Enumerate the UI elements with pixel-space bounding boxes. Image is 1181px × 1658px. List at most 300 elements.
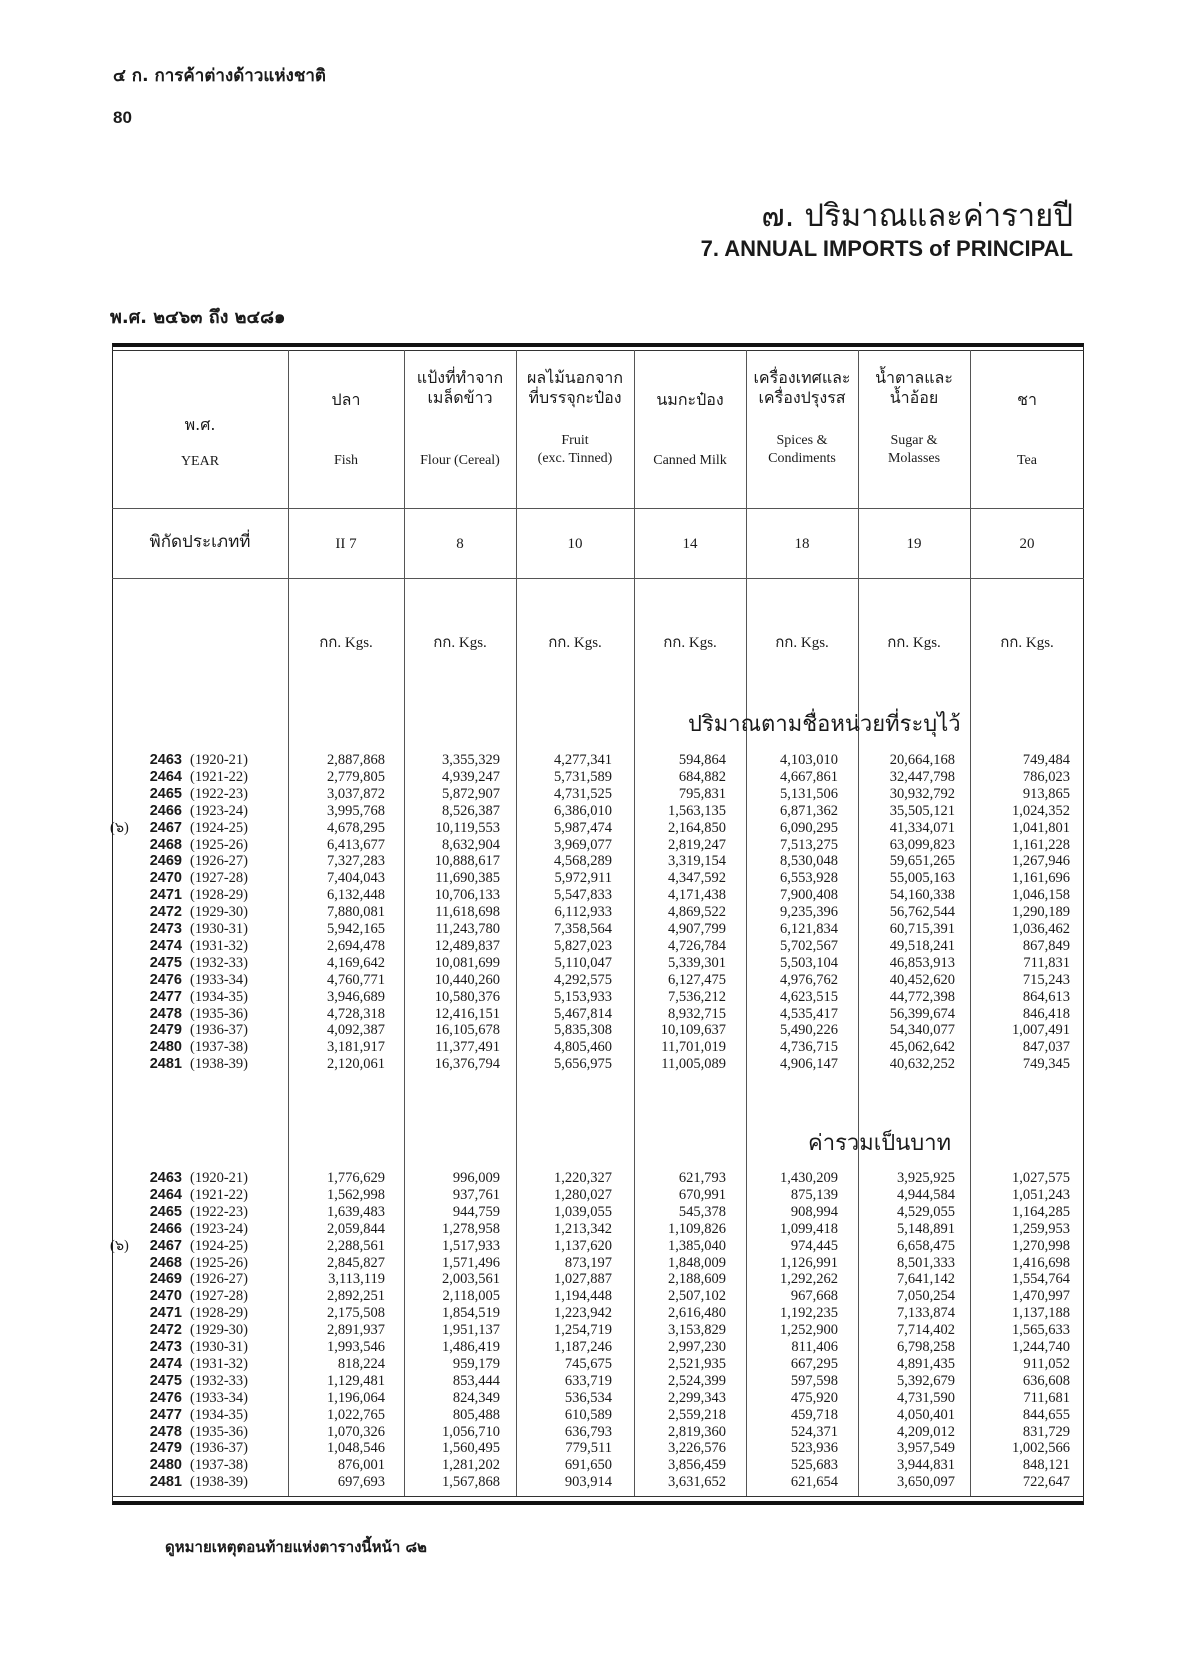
- table-cell: 8,932,715: [668, 1005, 726, 1022]
- year-header-thai: พ.ศ.: [184, 415, 216, 434]
- table-cell: 1,036,462: [1012, 921, 1070, 937]
- table-cell: 3,957,549: [897, 1440, 955, 1457]
- year-ce: (1937-38): [190, 1457, 248, 1474]
- year-cell: [132, 1039, 264, 1056]
- table-cell: 536,534: [564, 1389, 612, 1406]
- table-cell: 7,536,212: [668, 988, 726, 1005]
- year-cell: [132, 972, 264, 989]
- year-cell: [132, 1271, 264, 1288]
- table-cell: 44,772,398: [889, 988, 955, 1005]
- year-be: 2476: [149, 971, 182, 988]
- year-ce: (1925-26): [190, 1254, 248, 1271]
- table-cell: 1,220,327: [554, 1170, 612, 1186]
- table-cell: 4,976,762: [780, 971, 838, 988]
- table-cell: 1,776,629: [327, 1170, 385, 1186]
- table-cell: 5,827,023: [554, 937, 612, 954]
- table-cell: 1,109,826: [668, 1220, 726, 1237]
- year-ce: (1938-39): [190, 1056, 248, 1073]
- page-number: 80: [113, 108, 132, 127]
- table-cell: 1,126,991: [780, 1254, 838, 1271]
- column-header-thai: น้ำตาลและ น้ำอ้อย: [875, 368, 953, 407]
- tariff-code: 8: [456, 536, 464, 552]
- table-cell: 2,188,609: [668, 1271, 726, 1288]
- table-cell: 4,939,247: [442, 768, 500, 785]
- table-cell: 60,715,391: [889, 921, 955, 937]
- table-cell: 16,105,678: [434, 1022, 500, 1039]
- year-be: 2477: [149, 988, 182, 1005]
- table-cell: 1,290,189: [1012, 904, 1070, 921]
- table-cell: 1,129,481: [327, 1372, 385, 1389]
- table-cell: 7,358,564: [554, 921, 612, 937]
- table-cell: 1,161,696: [1012, 870, 1070, 887]
- table-cell: 32,447,798: [889, 768, 955, 785]
- table-cell: 853,444: [452, 1372, 500, 1389]
- table-cell: 1,244,740: [1012, 1339, 1070, 1355]
- table-cell: 4,906,147: [780, 1056, 838, 1073]
- table-cell: 5,942,165: [327, 921, 385, 937]
- code-row-rule: [112, 578, 1084, 579]
- table-cell: 30,932,792: [889, 785, 955, 802]
- year-note: (๖): [110, 819, 129, 836]
- table-cell: 908,994: [790, 1203, 838, 1220]
- table-cell: 4,103,010: [780, 752, 838, 768]
- column-header-thai: นมกะป๋อง: [656, 390, 724, 409]
- table-cell: 9,235,396: [780, 904, 838, 921]
- table-cell: 3,925,925: [897, 1170, 955, 1186]
- table-cell: 818,224: [337, 1355, 385, 1372]
- year-be: 2479: [149, 1440, 182, 1457]
- year-be: 2464: [149, 768, 182, 785]
- year-be: 2467: [149, 1237, 182, 1254]
- year-cell: [132, 1474, 264, 1491]
- table-cell: 867,849: [1022, 937, 1070, 954]
- year-cell: [132, 1288, 264, 1305]
- year-cell: [110, 819, 264, 837]
- table-cell: 913,865: [1022, 785, 1070, 802]
- table-cell: 745,675: [564, 1355, 612, 1372]
- column-header-english: Sugar & Molasses: [887, 433, 941, 466]
- table-cell: 846,418: [1022, 1005, 1070, 1022]
- table-cell: 3,856,459: [668, 1457, 726, 1474]
- table-cell: 2,521,935: [668, 1355, 726, 1372]
- year-be: 2469: [149, 1271, 182, 1288]
- year-ce: (1930-31): [190, 921, 248, 937]
- table-cell: 4,092,387: [327, 1022, 385, 1039]
- year-be: 2468: [149, 836, 182, 853]
- year-be: 2471: [149, 1305, 182, 1322]
- table-cell: 5,987,474: [554, 819, 612, 836]
- table-cell: 2,845,827: [327, 1254, 385, 1271]
- table-cell: 4,678,295: [327, 819, 385, 836]
- year-cell: [132, 1440, 264, 1457]
- year-be: 2472: [149, 1322, 182, 1339]
- year-ce: (1932-33): [190, 1372, 248, 1389]
- year-ce: (1929-30): [190, 1322, 248, 1339]
- year-cell: [132, 887, 264, 904]
- table-cell: 811,406: [791, 1339, 838, 1355]
- year-cell: [132, 1322, 264, 1339]
- year-header-english: YEAR: [180, 454, 220, 469]
- year-ce: (1938-39): [190, 1474, 248, 1491]
- table-cell: 5,153,933: [554, 988, 612, 1005]
- table-cell: 5,503,104: [780, 954, 838, 971]
- table-cell: 5,339,301: [668, 954, 726, 971]
- table-cell: 1,252,900: [780, 1322, 838, 1339]
- year-cell: [132, 1204, 264, 1221]
- year-ce: (1925-26): [190, 836, 248, 853]
- table-cell: 5,731,589: [554, 768, 612, 785]
- table-cell: 691,650: [564, 1457, 612, 1474]
- table-cell: 3,181,917: [327, 1039, 385, 1056]
- year-be: 2474: [149, 1355, 182, 1372]
- year-cell: [132, 1187, 264, 1204]
- table-cell: 911,052: [1023, 1355, 1070, 1372]
- column-header-thai: ผลไม้นอกจาก ที่บรรจุกะป๋อง: [526, 368, 624, 407]
- table-cell: 974,445: [790, 1237, 838, 1254]
- year-ce: (1922-23): [190, 785, 248, 802]
- table-cell: 610,589: [564, 1406, 612, 1423]
- header-rule: [112, 508, 1084, 509]
- table-cell: 875,139: [790, 1186, 838, 1203]
- table-cell: 1,254,719: [554, 1322, 612, 1339]
- year-ce: (1921-22): [190, 768, 248, 785]
- year-cell: [132, 1255, 264, 1272]
- column-header-english: Canned Milk: [653, 453, 727, 468]
- table-cell: 876,001: [337, 1457, 385, 1474]
- year-cell: [132, 1457, 264, 1474]
- column-divider: [970, 350, 971, 1496]
- year-be: 2467: [149, 819, 182, 836]
- table-cell: 786,023: [1022, 768, 1070, 785]
- table-cell: 1,024,352: [1012, 802, 1070, 819]
- table-cell: 967,668: [790, 1288, 838, 1305]
- table-cell: 1,385,040: [668, 1237, 726, 1254]
- table-cell: 16,376,794: [434, 1056, 500, 1073]
- table-cell: 667,295: [790, 1355, 838, 1372]
- table-cell: 621,654: [790, 1474, 838, 1491]
- table-cell: 621,793: [678, 1170, 726, 1186]
- table-cell: 2,887,868: [327, 752, 385, 768]
- unit-label: กก. Kgs.: [548, 635, 602, 651]
- table-cell: 3,946,689: [327, 988, 385, 1005]
- table-cell: 10,580,376: [434, 988, 500, 1005]
- year-be: 2471: [149, 887, 182, 904]
- year-be: 2463: [149, 1170, 182, 1186]
- table-cell: 2,616,480: [668, 1305, 726, 1322]
- unit-label: กก. Kgs.: [433, 635, 487, 651]
- table-cell: 10,706,133: [434, 887, 500, 904]
- table-cell: 844,655: [1022, 1406, 1070, 1423]
- column-divider: [634, 350, 635, 1496]
- year-ce: (1924-25): [190, 1237, 248, 1254]
- table-cell: 3,153,829: [668, 1322, 726, 1339]
- table-cell: 2,819,360: [668, 1423, 726, 1440]
- year-cell: [132, 938, 264, 955]
- tariff-code: 19: [906, 536, 922, 552]
- table-cell: 597,598: [790, 1372, 838, 1389]
- table-cell: 2,288,561: [327, 1237, 385, 1254]
- unit-label: กก. Kgs.: [887, 635, 941, 651]
- table-cell: 1,470,997: [1012, 1288, 1070, 1305]
- year-be: 2478: [149, 1005, 182, 1022]
- year-ce: (1926-27): [190, 1271, 248, 1288]
- table-cell: 7,327,283: [327, 853, 385, 870]
- year-be: 2465: [149, 785, 182, 802]
- year-cell: [132, 1424, 264, 1441]
- year-ce: (1937-38): [190, 1039, 248, 1056]
- table-cell: 2,891,937: [327, 1322, 385, 1339]
- table-cell: 10,888,617: [434, 853, 500, 870]
- column-header-english: Spices & Condiments: [768, 433, 836, 466]
- year-ce: (1936-37): [190, 1022, 248, 1039]
- year-be: 2480: [149, 1039, 182, 1056]
- table-cell: 1,048,546: [327, 1440, 385, 1457]
- year-be: 2470: [149, 1288, 182, 1305]
- year-ce: (1927-28): [190, 870, 248, 887]
- table-cell: 6,658,475: [897, 1237, 955, 1254]
- year-cell: [132, 786, 264, 803]
- table-cell: 4,891,435: [897, 1355, 955, 1372]
- year-be: 2475: [149, 1372, 182, 1389]
- year-cell: [132, 1006, 264, 1023]
- table-cell: 1,192,235: [780, 1305, 838, 1322]
- table-cell: 11,243,780: [435, 921, 500, 937]
- table-cell: 4,805,460: [554, 1039, 612, 1056]
- table-cell: 3,631,652: [668, 1474, 726, 1491]
- table-cell: 4,169,642: [327, 954, 385, 971]
- table-cell: 4,292,575: [554, 971, 612, 988]
- unit-label: กก. Kgs.: [319, 635, 373, 651]
- year-cell: [110, 1237, 264, 1255]
- table-cell: 1,430,209: [780, 1170, 838, 1186]
- year-ce: (1934-35): [190, 1406, 248, 1423]
- table-cell: 1,007,491: [1012, 1022, 1070, 1039]
- year-be: 2479: [149, 1022, 182, 1039]
- table-cell: 524,371: [790, 1423, 838, 1440]
- table-cell: 779,511: [565, 1440, 612, 1457]
- table-cell: 1,267,946: [1012, 853, 1070, 870]
- table-cell: 3,995,768: [327, 802, 385, 819]
- year-ce: (1926-27): [190, 853, 248, 870]
- table-top-rule: [112, 350, 1084, 351]
- table-cell: 2,524,399: [668, 1372, 726, 1389]
- table-cell: 49,518,241: [889, 937, 955, 954]
- quantity-heading: ปริมาณตามชื่อหน่วยที่ระบุไว้: [688, 712, 961, 737]
- table-cell: 805,488: [452, 1406, 500, 1423]
- table-cell: 1,517,933: [442, 1237, 500, 1254]
- year-be: 2481: [149, 1474, 182, 1491]
- table-cell: 684,882: [678, 768, 726, 785]
- year-be: 2466: [149, 1220, 182, 1237]
- value-heading: ค่ารวมเป็นบาท: [808, 1131, 952, 1156]
- table-cell: 2,059,844: [327, 1220, 385, 1237]
- table-cell: 1,571,496: [442, 1254, 500, 1271]
- table-cell: 4,731,525: [554, 785, 612, 802]
- table-cell: 944,759: [452, 1203, 500, 1220]
- year-ce: (1921-22): [190, 1186, 248, 1203]
- column-divider: [288, 350, 289, 1496]
- year-ce: (1923-24): [190, 1220, 248, 1237]
- table-cell: 475,920: [790, 1389, 838, 1406]
- table-cell: 459,718: [790, 1406, 838, 1423]
- column-header-thai: ชา: [1017, 390, 1037, 409]
- table-cell: 1,213,342: [554, 1220, 612, 1237]
- unit-label: กก. Kgs.: [1000, 635, 1054, 651]
- table-cell: 11,701,019: [661, 1039, 726, 1056]
- year-cell: [132, 904, 264, 921]
- table-cell: 5,490,226: [780, 1022, 838, 1039]
- table-cell: 2,779,805: [327, 768, 385, 785]
- table-cell: 56,399,674: [889, 1005, 955, 1022]
- table-cell: 7,900,408: [780, 887, 838, 904]
- table-cell: 8,526,387: [442, 802, 500, 819]
- table-cell: 6,121,834: [780, 921, 838, 937]
- table-cell: 636,793: [564, 1423, 612, 1440]
- table-cell: 3,319,154: [668, 853, 726, 870]
- table-cell: 7,133,874: [897, 1305, 955, 1322]
- year-note: (๖): [110, 1237, 129, 1254]
- table-cell: 7,714,402: [897, 1322, 955, 1339]
- table-cell: 873,197: [564, 1254, 612, 1271]
- table-cell: 1,022,765: [327, 1406, 385, 1423]
- table-cell: 1,027,887: [554, 1271, 612, 1288]
- table-cell: 3,944,831: [897, 1457, 955, 1474]
- table-cell: 6,132,448: [327, 887, 385, 904]
- table-cell: 10,109,637: [660, 1022, 726, 1039]
- table-cell: 1,292,262: [780, 1271, 838, 1288]
- table-cell: 795,831: [678, 785, 726, 802]
- table-bottom-rule: [112, 1496, 1084, 1497]
- year-cell: [132, 769, 264, 786]
- table-cell: 1,137,620: [554, 1237, 612, 1254]
- table-cell: 670,991: [678, 1186, 726, 1203]
- table-cell: 4,529,055: [897, 1203, 955, 1220]
- unit-label: กก. Kgs.: [775, 635, 829, 651]
- tariff-code: 10: [567, 536, 583, 552]
- table-cell: 6,127,475: [668, 971, 726, 988]
- table-cell: 523,936: [790, 1440, 838, 1457]
- table-cell: 55,005,163: [889, 870, 955, 887]
- table-cell: 5,656,975: [554, 1056, 612, 1073]
- table-cell: 4,535,417: [780, 1005, 838, 1022]
- table-cell: 545,378: [678, 1203, 726, 1220]
- table-cell: 1,554,764: [1012, 1271, 1070, 1288]
- table-cell: 4,623,515: [780, 988, 838, 1005]
- table-cell: 4,050,401: [897, 1406, 955, 1423]
- column-header-english: Tea: [1016, 453, 1037, 468]
- table-cell: 5,110,047: [554, 954, 612, 971]
- table-cell: 1,270,998: [1012, 1237, 1070, 1254]
- table-cell: 10,440,260: [434, 971, 500, 988]
- year-ce: (1929-30): [190, 904, 248, 921]
- table-cell: 1,187,246: [554, 1339, 612, 1355]
- year-be: 2464: [149, 1186, 182, 1203]
- table-cell: 6,553,928: [780, 870, 838, 887]
- table-cell: 1,639,483: [327, 1203, 385, 1220]
- table-cell: 11,005,089: [661, 1056, 726, 1073]
- year-be: 2466: [149, 802, 182, 819]
- table-cell: 63,099,823: [889, 836, 955, 853]
- year-be: 2476: [149, 1389, 182, 1406]
- year-ce: (1931-32): [190, 1355, 248, 1372]
- table-cell: 5,972,911: [554, 870, 612, 887]
- year-ce: (1927-28): [190, 1288, 248, 1305]
- table-cell: 1,416,698: [1012, 1254, 1070, 1271]
- table-cell: 10,119,553: [435, 819, 500, 836]
- table-cell: 4,347,592: [668, 870, 726, 887]
- column-header-thai: ปลา: [331, 390, 361, 409]
- year-cell: [132, 752, 264, 769]
- year-cell: [132, 955, 264, 972]
- year-ce: (1935-36): [190, 1423, 248, 1440]
- table-cell: 711,681: [1023, 1389, 1070, 1406]
- table-cell: 2,819,247: [668, 836, 726, 853]
- table-cell: 1,039,055: [554, 1203, 612, 1220]
- table-cell: 5,702,567: [780, 937, 838, 954]
- column-divider: [858, 350, 859, 1496]
- table-cell: 1,848,009: [668, 1254, 726, 1271]
- table-cell: 4,944,584: [897, 1186, 955, 1203]
- title-english: 7. ANNUAL IMPORTS of PRINCIPAL: [700, 236, 1073, 261]
- year-cell: [132, 1373, 264, 1390]
- table-cell: 848,121: [1022, 1457, 1070, 1474]
- table-cell: 1,486,419: [442, 1339, 500, 1355]
- column-header-thai: เครื่องเทศและ เครื่องปรุงรส: [753, 368, 851, 407]
- table-cell: 4,728,318: [327, 1005, 385, 1022]
- table-cell: 2,997,230: [668, 1339, 726, 1355]
- table-cell: 59,651,265: [889, 853, 955, 870]
- table-cell: 4,277,341: [554, 752, 612, 768]
- table-cell: 56,762,544: [889, 904, 955, 921]
- year-ce: (1934-35): [190, 988, 248, 1005]
- year-be: 2465: [149, 1203, 182, 1220]
- footnote: ดูหมายเหตุตอนท้ายแห่งตารางนี้หน้า ๘๒: [165, 1538, 427, 1556]
- year-be: 2477: [149, 1406, 182, 1423]
- tariff-code: II 7: [335, 536, 357, 552]
- column-divider: [404, 350, 405, 1496]
- year-cell: [132, 1407, 264, 1424]
- table-cell: 831,729: [1022, 1423, 1070, 1440]
- table-cell: 7,641,142: [897, 1271, 955, 1288]
- table-cell: 5,131,506: [780, 785, 838, 802]
- table-cell: 2,694,478: [327, 937, 385, 954]
- table-cell: 847,037: [1022, 1039, 1070, 1056]
- table-cell: 1,563,135: [668, 802, 726, 819]
- year-be: 2474: [149, 937, 182, 954]
- table-cell: 4,736,715: [780, 1039, 838, 1056]
- year-ce: (1933-34): [190, 1389, 248, 1406]
- tariff-code: 20: [1019, 536, 1035, 552]
- year-cell: [132, 1170, 264, 1187]
- table-cell: 6,798,258: [897, 1339, 955, 1355]
- table-cell: 2,892,251: [327, 1288, 385, 1305]
- unit-label: กก. Kgs.: [663, 635, 717, 651]
- year-cell: [132, 1056, 264, 1073]
- table-cell: 3,355,329: [442, 752, 500, 768]
- table-cell: 2,559,218: [668, 1406, 726, 1423]
- year-cell: [132, 1339, 264, 1356]
- year-ce: (1920-21): [190, 1170, 248, 1186]
- table-cell: 1,567,868: [442, 1474, 500, 1491]
- table-cell: 722,647: [1022, 1474, 1070, 1491]
- table-cell: 7,404,043: [327, 870, 385, 887]
- table-cell: 54,340,077: [889, 1022, 955, 1039]
- table-cell: 525,683: [790, 1457, 838, 1474]
- table-cell: 6,871,362: [780, 802, 838, 819]
- table-cell: 749,345: [1022, 1056, 1070, 1073]
- table-cell: 35,505,121: [889, 802, 955, 819]
- table-cell: 2,003,561: [442, 1271, 500, 1288]
